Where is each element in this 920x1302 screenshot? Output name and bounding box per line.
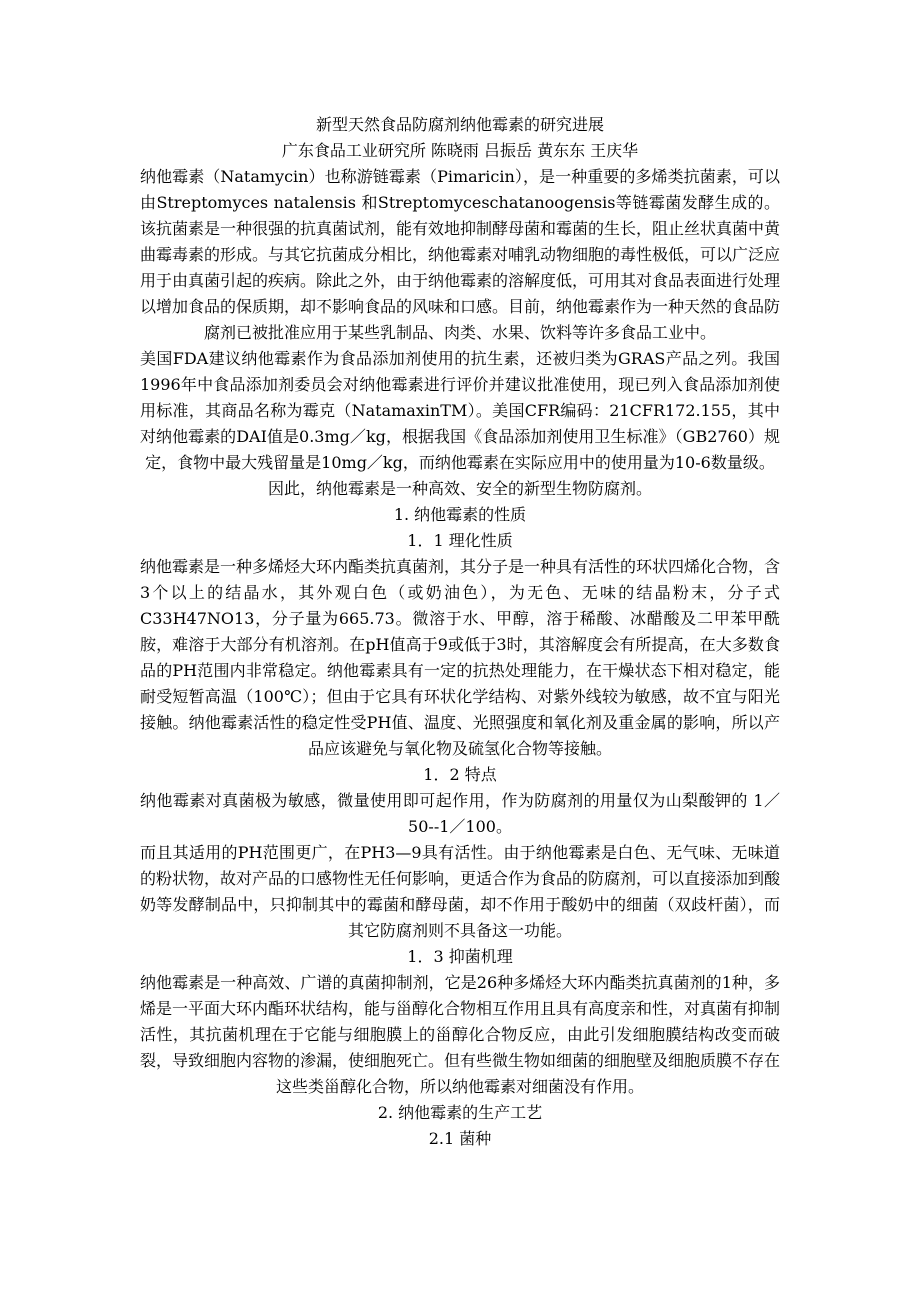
body-paragraph: 美国FDA建议纳他霉素作为食品添加剂使用的抗生素，还被归类为GRAS产品之列。我国1996年中食品添加剂委员会对纳他霉素进行评价并建议批准使用，现已列入食品添加剂使用标准，其商品名称为霉克（NatamaxinTM）。美国CFR编码：21CFR172.155，其中对纳他霉素的DAI值是0.3mg／kg，根据我国《食品添加剂使用卫生标准》（GB2760）规定，食物中最大残留量是10mg／kg，而纳他霉素在实际应用中的使用量为10-6数量级。 xyxy=(140,349,780,472)
centered-paragraph: 2. 纳他霉素的生产工艺 xyxy=(377,1103,543,1122)
centered-paragraph: 1．3 抑菌机理 xyxy=(407,947,513,966)
centered-paragraph: 2.1 菌种 xyxy=(428,1129,492,1148)
centered-paragraph: 因此，纳他霉素是一种高效、安全的新型生物防腐剂。 xyxy=(267,479,652,498)
document-page xyxy=(140,112,780,1152)
body-paragraph: 纳他霉素是一种多烯烃大环内酯类抗真菌剂，其分子是一种具有活性的环状四烯化合物，含3个以上的结晶水，其外观白色（或奶油色），为无色、无味的结晶粉末，分子式C33H47NO13，分子量为665.73。微溶于水、甲醇，溶于稀酸、冰醋酸及二甲苯甲酰胺，难溶于大部分有机溶剂。在pH值高于9或低于3时，其溶解度会有所提高，在大多数食品的PH范围内非常稳定。纳他霉素具有一定的抗热处理能力，在干燥状态下相对稳定，能耐受短暂高温（100℃）；但由于它具有环状化学结构、对紫外线较为敏感，故不宜与阳光接触。纳他霉素活性的稳定性受PH值、温度、光照强度和氧化剂及重金属的影响，所以产品应该避免与氧化物及硫氢化合物等接触。 xyxy=(140,557,781,758)
body-paragraph: 纳他霉素（Natamycin）也称游链霉素（Pimaricin），是一种重要的多烯类抗菌素，可以由Streptomyces natalensis 和Streptomyceschatanoogensis等链霉菌发酵生成的。该抗菌素是一种很强的抗真菌试剂，能有效地抑制酵母菌和霉菌的生长，阻止丝状真菌中黄曲霉毒素的形成。与其它抗菌成分相比，纳他霉素对哺乳动物细胞的毒性极低，可以广泛应用于由真菌引起的疾病。除此之外，由于纳他霉素的溶解度低，可用其对食品表面进行处理以增加食品的保质期，却不影响食品的风味和口感。目前，纳他霉素作为一种天然的食品防腐剂已被批准应用于某些乳制品、肉类、水果、饮料等许多食品工业中。 xyxy=(140,167,781,342)
document-body xyxy=(140,164,780,1152)
document-title: 新型天然食品防腐剂纳他霉素的研究进展 xyxy=(315,115,604,134)
centered-paragraph: 1．1 理化性质 xyxy=(407,531,513,550)
centered-paragraph: 1．2 特点 xyxy=(423,765,497,784)
body-paragraph: 纳他霉素是一种高效、广谱的真菌抑制剂，它是26种多烯烃大环内酯类抗真菌剂的1种，多烯是一平面大环内酯环状结构，能与甾醇化合物相互作用且具有高度亲和性，对真菌有抑制活性，其抗菌机理在于它能与细胞膜上的甾醇化合物反应，由此引发细胞膜结构改变而破裂，导致细胞内容物的渗漏，使细胞死亡。但有些微生物如细菌的细胞壁及细胞质膜不存在这些类甾醇化合物，所以纳他霉素对细菌没有作用。 xyxy=(140,973,781,1096)
document-authors: 广东食品工业研究所 陈晓雨 吕振岳 黄东东 王庆华 xyxy=(281,141,639,160)
body-paragraph: 纳他霉素对真菌极为敏感，微量使用即可起作用，作为防腐剂的用量仅为山梨酸钾的 1／50--1／100。 xyxy=(140,791,780,836)
centered-paragraph: 1. 纳他霉素的性质 xyxy=(393,505,527,524)
body-paragraph: 而且其适用的PH范围更广，在PH3—9具有活性。由于纳他霉素是白色、无气味、无味道的粉状物，故对产品的口感物性无任何影响，更适合作为食品的防腐剂，可以直接添加到酸奶等发酵制品中，只抑制其中的霉菌和酵母菌，却不作用于酸奶中的细菌（双歧杆菌），而其它防腐剂则不具备这一功能。 xyxy=(140,843,781,940)
